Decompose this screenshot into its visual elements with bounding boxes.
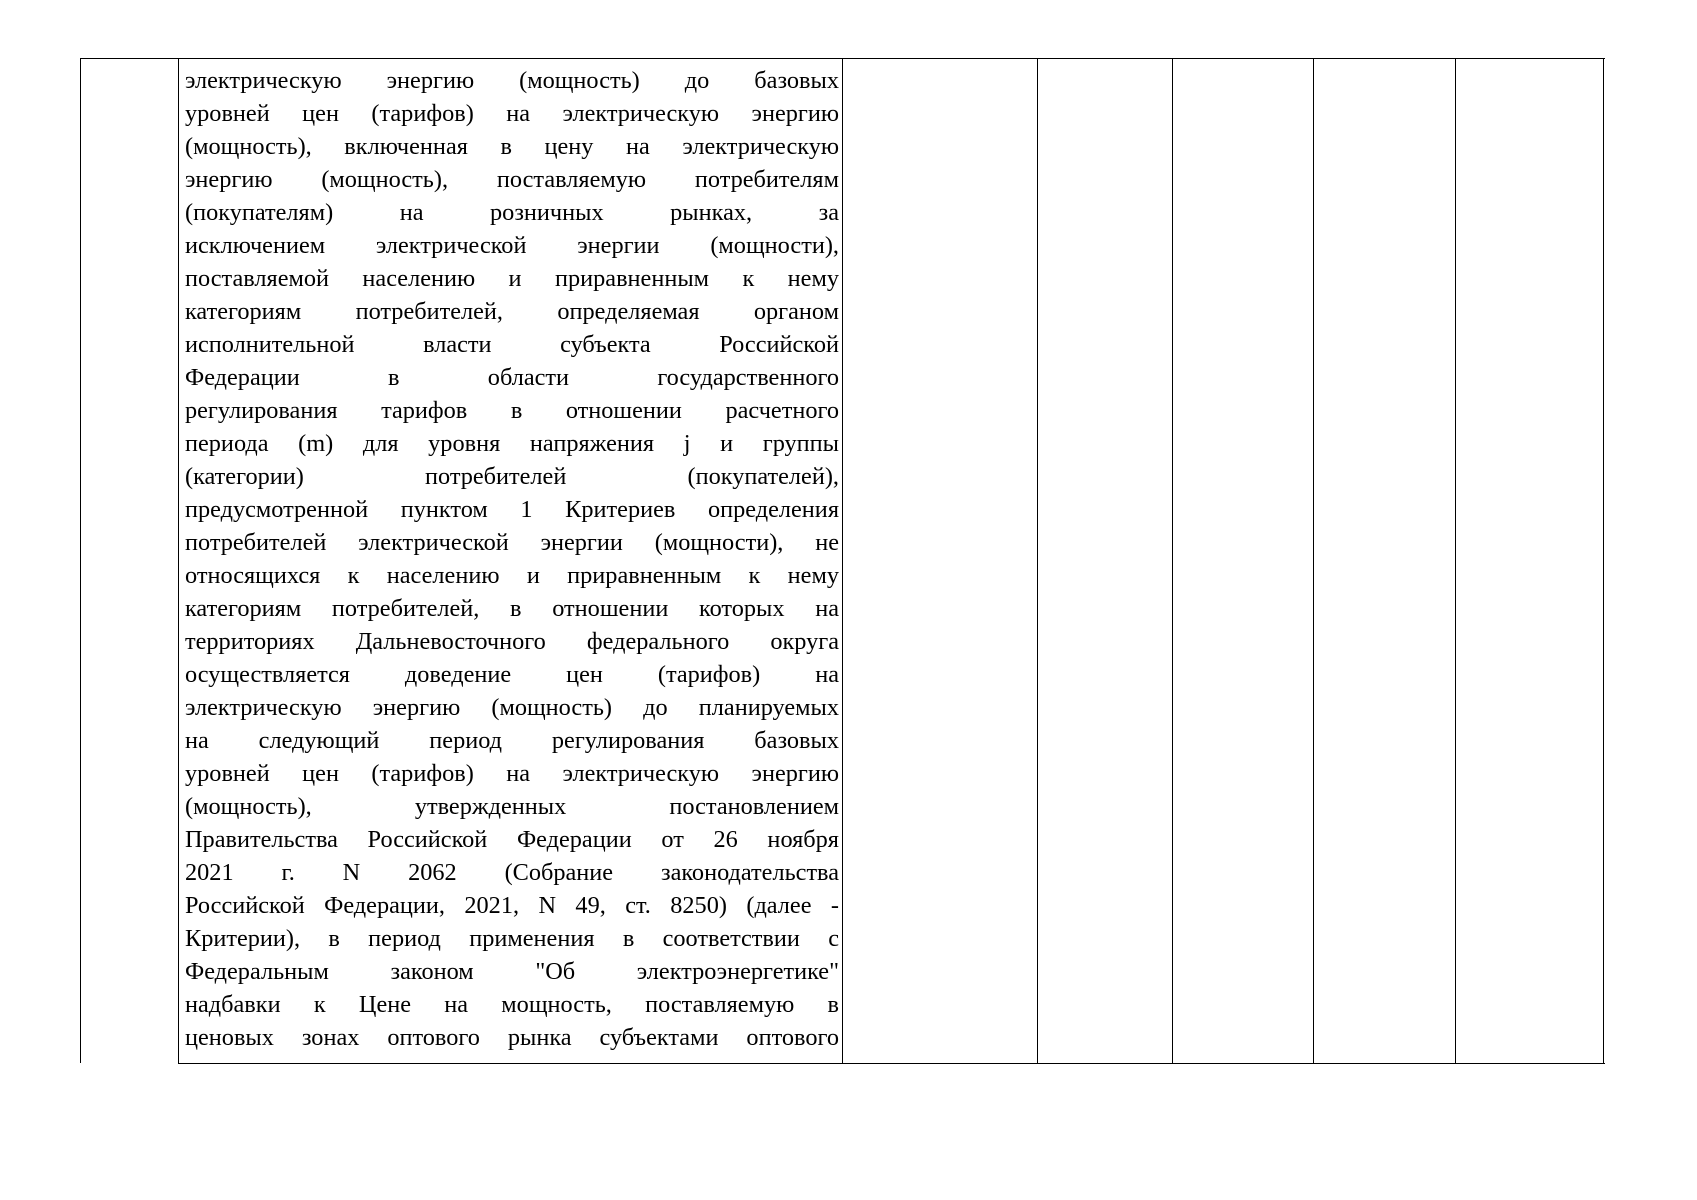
cell-text-line: надбавки к Цене на мощность, поставляемую в: [185, 991, 839, 1018]
table-top-border: [178, 58, 1605, 59]
table-bottom-border: [178, 1063, 1605, 1064]
table-col-left-border: [80, 58, 81, 1063]
table-col-divider-5: [1313, 58, 1314, 1063]
cell-text-line: Правительства Российской Федерации от 26 ноября: [185, 826, 839, 853]
cell-text-line: на следующий период регулирования базовых: [185, 727, 839, 754]
table-col-divider-3: [1037, 58, 1038, 1063]
cell-text-line: энергию (мощность), поставляемую потребителям: [185, 166, 839, 193]
cell-text-line: уровней цен (тарифов) на электрическую энергию: [185, 100, 839, 127]
cell-text-line: относящихся к населению и приравненным к нему: [185, 562, 839, 589]
cell-text-line: осуществляется доведение цен (тарифов) на: [185, 661, 839, 688]
cell-text-line: исполнительной власти субъекта Российской: [185, 331, 839, 358]
cell-text-line: потребителей электрической энергии (мощности), не: [185, 529, 839, 556]
cell-text-line: территориях Дальневосточного федерального округа: [185, 628, 839, 655]
cell-text-line: исключением электрической энергии (мощности),: [185, 232, 839, 259]
cell-text-line: 2021 г. N 2062 (Собрание законодательства: [185, 859, 839, 886]
cell-text-line: (категории) потребителей (покупателей),: [185, 463, 839, 490]
table-col-right-border: [1603, 58, 1604, 1063]
cell-text-line: периода (m) для уровня напряжения j и группы: [185, 430, 839, 457]
cell-text-line: Критерии), в период применения в соответствии с: [185, 925, 839, 952]
cell-text-line: категориям потребителей, в отношении которых на: [185, 595, 839, 622]
cell-text-line: электрическую энергию (мощность) до планируемых: [185, 694, 839, 721]
cell-text-line: Российской Федерации, 2021, N 49, ст. 8250) (далее -: [185, 892, 839, 919]
table-col-divider-6: [1455, 58, 1456, 1063]
table-cell-description: [185, 64, 839, 1054]
table-col-divider-2: [842, 58, 843, 1063]
cell-text-line: электрическую энергию (мощность) до базовых: [185, 67, 839, 94]
cell-text-line: (мощность), утвержденных постановлением: [185, 793, 839, 820]
cell-text-line: уровней цен (тарифов) на электрическую энергию: [185, 760, 839, 787]
cell-text-line: (покупателям) на розничных рынках, за: [185, 199, 839, 226]
table-col-divider-4: [1172, 58, 1173, 1063]
table-top-border-first-col: [80, 58, 178, 59]
cell-text-line: регулирования тарифов в отношении расчетного: [185, 397, 839, 424]
cell-text-line: Федеральным законом "Об электроэнергетике": [185, 958, 839, 985]
cell-text-line: поставляемой населению и приравненным к нему: [185, 265, 839, 292]
cell-text-line: ценовых зонах оптового рынка субъектами оптового: [185, 1024, 839, 1051]
cell-text-line: категориям потребителей, определяемая органом: [185, 298, 839, 325]
cell-text-line: предусмотренной пунктом 1 Критериев определения: [185, 496, 839, 523]
cell-text-line: Федерации в области государственного: [185, 364, 839, 391]
cell-text-line: (мощность), включенная в цену на электрическую: [185, 133, 839, 160]
table-col-divider-1: [178, 58, 179, 1063]
